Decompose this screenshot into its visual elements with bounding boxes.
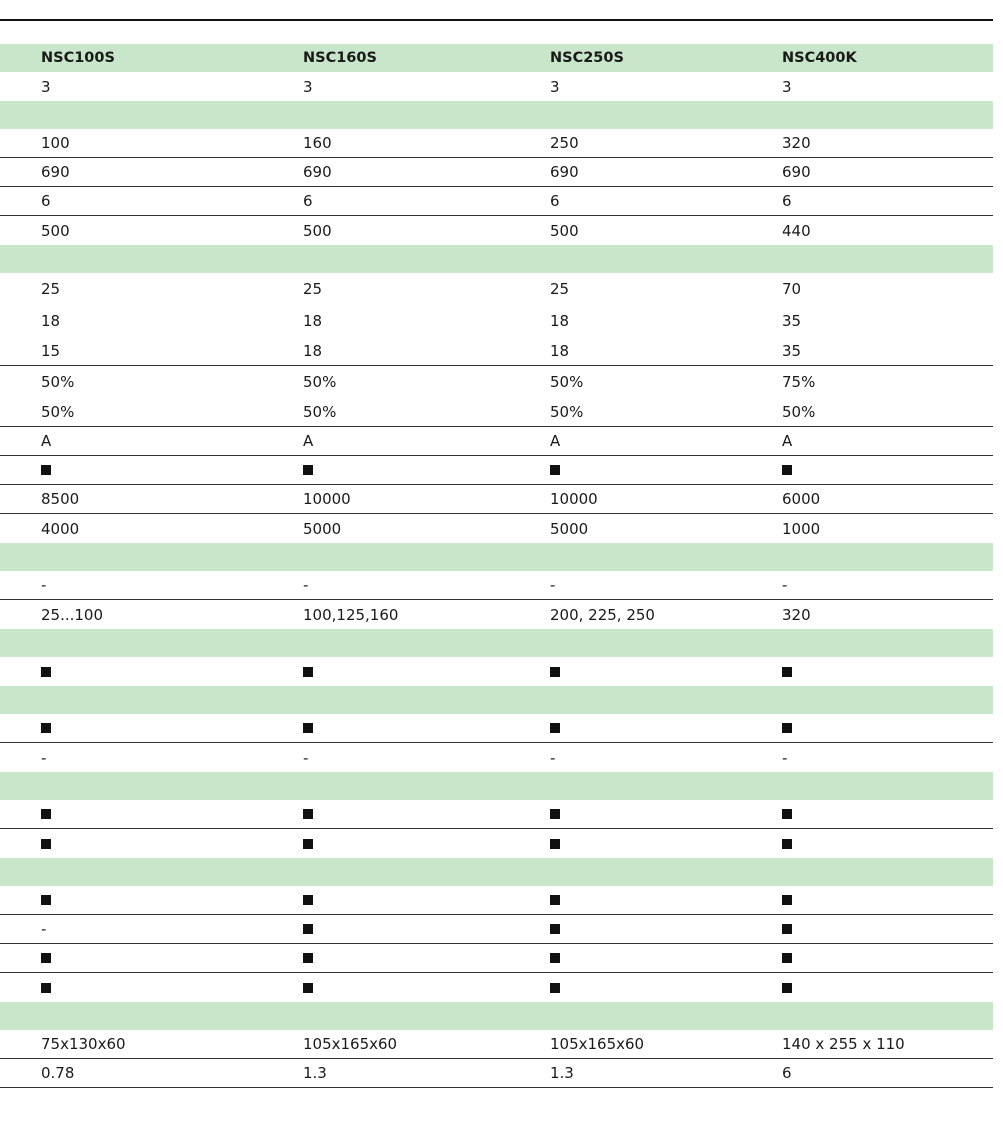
table-row (0, 600, 993, 629)
square-bullet-icon (41, 723, 51, 733)
table-cell: 18 (41, 312, 61, 330)
square-bullet-icon (41, 973, 51, 1002)
table-cell: 50% (41, 373, 75, 391)
table-cell: 320 (782, 605, 811, 624)
section-band (0, 858, 993, 886)
square-bullet-icon (41, 667, 51, 677)
table-row (0, 366, 993, 398)
square-bullet-icon (550, 839, 560, 849)
table-cell: - (41, 920, 47, 938)
table-cell: - (550, 748, 556, 767)
table-row (0, 305, 993, 337)
square-bullet-icon (550, 886, 560, 914)
table-cell: 690 (303, 163, 332, 181)
square-bullet-icon (41, 829, 51, 858)
table-cell: A (41, 432, 52, 450)
square-bullet-icon (303, 915, 313, 943)
table-cell: 18 (303, 342, 323, 360)
square-bullet-icon (782, 973, 792, 1002)
square-bullet-icon (782, 944, 792, 972)
square-bullet-icon (550, 667, 560, 677)
table-cell: 690 (41, 163, 70, 181)
table-cell: 10000 (550, 490, 598, 508)
table-cell: 50% (303, 373, 337, 391)
square-bullet-icon (303, 829, 313, 858)
table-cell: 500 (303, 221, 332, 240)
table-header-row (0, 44, 993, 72)
square-bullet-icon (303, 924, 313, 934)
section-band (0, 772, 993, 800)
square-bullet-icon (550, 944, 560, 972)
table-cell: 200, 225, 250 (550, 605, 655, 624)
table-cell: 0.78 (41, 1064, 75, 1082)
square-bullet-icon (303, 465, 313, 475)
column-header: NSC250S (550, 50, 624, 66)
square-bullet-icon (782, 456, 792, 484)
table-row (0, 973, 993, 1002)
table-cell: 440 (782, 221, 811, 240)
table-cell: - (303, 576, 309, 594)
square-bullet-icon (782, 809, 792, 819)
square-bullet-icon (782, 829, 792, 858)
table-row (0, 158, 993, 187)
table-cell: 5000 (550, 519, 589, 538)
table-cell: 70 (782, 280, 802, 298)
table-row (0, 187, 993, 216)
square-bullet-icon (303, 667, 313, 677)
table-cell: 18 (550, 342, 570, 360)
square-bullet-icon (782, 839, 792, 849)
table-row (0, 944, 993, 973)
table-cell: 15 (41, 342, 61, 360)
square-bullet-icon (782, 800, 792, 828)
table-cell: 1.3 (303, 1064, 327, 1082)
square-bullet-icon (41, 886, 51, 914)
column-header: NSC100S (41, 50, 115, 66)
table-row (0, 571, 993, 600)
table-cell: - (550, 576, 556, 594)
square-bullet-icon (782, 924, 792, 934)
square-bullet-icon (41, 944, 51, 972)
table-row (0, 829, 993, 858)
table-cell: - (303, 748, 309, 767)
square-bullet-icon (782, 915, 792, 943)
square-bullet-icon (782, 723, 792, 733)
section-band (0, 1002, 993, 1030)
square-bullet-icon (782, 465, 792, 475)
table-row (0, 398, 993, 427)
section-band (0, 629, 993, 657)
table-cell: 3 (41, 77, 51, 96)
square-bullet-icon (550, 714, 560, 742)
square-bullet-icon (550, 924, 560, 934)
square-bullet-icon (303, 456, 313, 484)
square-bullet-icon (550, 800, 560, 828)
section-band (0, 245, 993, 273)
table-cell: A (303, 432, 314, 450)
square-bullet-icon (303, 895, 313, 905)
table-cell: 1000 (782, 519, 821, 538)
section-band (0, 686, 993, 714)
table-cell: 6000 (782, 490, 821, 508)
table-cell: 4000 (41, 519, 80, 538)
square-bullet-icon (41, 983, 51, 993)
square-bullet-icon (782, 895, 792, 905)
table-cell: 3 (550, 77, 560, 96)
square-bullet-icon (303, 800, 313, 828)
table-cell: 50% (550, 403, 584, 421)
spec-table (0, 44, 993, 1088)
square-bullet-icon (550, 657, 560, 686)
square-bullet-icon (303, 714, 313, 742)
square-bullet-icon (782, 886, 792, 914)
table-cell: 1.3 (550, 1064, 574, 1082)
square-bullet-icon (303, 657, 313, 686)
square-bullet-icon (782, 983, 792, 993)
square-bullet-icon (303, 983, 313, 993)
square-bullet-icon (550, 953, 560, 963)
table-cell: 18 (303, 312, 323, 330)
table-row (0, 657, 993, 686)
table-cell: 250 (550, 134, 579, 152)
square-bullet-icon (782, 953, 792, 963)
table-cell: 25...100 (41, 605, 104, 624)
square-bullet-icon (303, 973, 313, 1002)
table-cell: 690 (782, 163, 811, 181)
section-band (0, 543, 993, 571)
table-cell: - (41, 576, 47, 594)
square-bullet-icon (41, 657, 51, 686)
square-bullet-icon (550, 465, 560, 475)
table-cell: 6 (41, 192, 51, 210)
table-cell: 6 (782, 1064, 792, 1082)
table-row (0, 72, 993, 101)
table-cell: 500 (41, 221, 70, 240)
table-row (0, 129, 993, 158)
square-bullet-icon (41, 809, 51, 819)
table-cell: 690 (550, 163, 579, 181)
table-cell: 18 (550, 312, 570, 330)
table-cell: 6 (550, 192, 560, 210)
table-row (0, 514, 993, 543)
square-bullet-icon (303, 839, 313, 849)
table-row (0, 273, 993, 305)
table-cell: 3 (782, 77, 792, 96)
square-bullet-icon (41, 800, 51, 828)
table-cell: 35 (782, 312, 802, 330)
table-cell: 105x165x60 (303, 1035, 398, 1053)
table-cell: 25 (303, 280, 323, 298)
square-bullet-icon (303, 944, 313, 972)
square-bullet-icon (550, 973, 560, 1002)
table-row (0, 800, 993, 829)
table-cell: - (782, 576, 788, 594)
table-row (0, 427, 993, 456)
square-bullet-icon (550, 915, 560, 943)
table-cell: 10000 (303, 490, 351, 508)
table-cell: 100 (41, 134, 70, 152)
table-cell: 3 (303, 77, 313, 96)
square-bullet-icon (782, 657, 792, 686)
table-cell: 140 x 255 x 110 (782, 1035, 905, 1053)
column-header: NSC160S (303, 50, 377, 66)
table-row (0, 337, 993, 366)
column-header: NSC400K (782, 50, 857, 66)
square-bullet-icon (303, 809, 313, 819)
square-bullet-icon (41, 465, 51, 475)
table-cell: 75% (782, 373, 816, 391)
table-cell: A (550, 432, 561, 450)
table-cell: 50% (782, 403, 816, 421)
square-bullet-icon (782, 714, 792, 742)
table-row (0, 743, 993, 772)
section-band (0, 101, 993, 129)
table-cell: 35 (782, 342, 802, 360)
table-cell: 25 (41, 280, 61, 298)
table-row (0, 1030, 993, 1059)
table-cell: 50% (41, 403, 75, 421)
table-cell: 50% (303, 403, 337, 421)
table-cell: A (782, 432, 793, 450)
square-bullet-icon (303, 723, 313, 733)
table-row (0, 456, 993, 485)
square-bullet-icon (303, 953, 313, 963)
table-cell: 100,125,160 (303, 605, 399, 624)
table-cell: 160 (303, 134, 332, 152)
square-bullet-icon (41, 953, 51, 963)
top-rule (0, 19, 993, 21)
square-bullet-icon (41, 839, 51, 849)
square-bullet-icon (550, 829, 560, 858)
table-row (0, 886, 993, 915)
square-bullet-icon (550, 809, 560, 819)
table-cell: 105x165x60 (550, 1035, 645, 1053)
table-cell: 75x130x60 (41, 1035, 126, 1053)
table-cell: 6 (782, 192, 792, 210)
table-cell: 25 (550, 280, 570, 298)
square-bullet-icon (41, 456, 51, 484)
square-bullet-icon (550, 895, 560, 905)
table-cell: - (41, 748, 47, 767)
table-row (0, 915, 993, 944)
square-bullet-icon (303, 886, 313, 914)
table-cell: 8500 (41, 490, 80, 508)
square-bullet-icon (41, 714, 51, 742)
square-bullet-icon (550, 983, 560, 993)
table-row (0, 216, 993, 245)
table-cell: 50% (550, 373, 584, 391)
table-cell: 500 (550, 221, 579, 240)
table-row (0, 485, 993, 514)
square-bullet-icon (550, 456, 560, 484)
table-row (0, 1059, 993, 1088)
table-row (0, 714, 993, 743)
table-cell: 320 (782, 134, 811, 152)
square-bullet-icon (782, 667, 792, 677)
table-cell: 5000 (303, 519, 342, 538)
table-cell: - (782, 748, 788, 767)
square-bullet-icon (41, 895, 51, 905)
square-bullet-icon (550, 723, 560, 733)
table-cell: 6 (303, 192, 313, 210)
